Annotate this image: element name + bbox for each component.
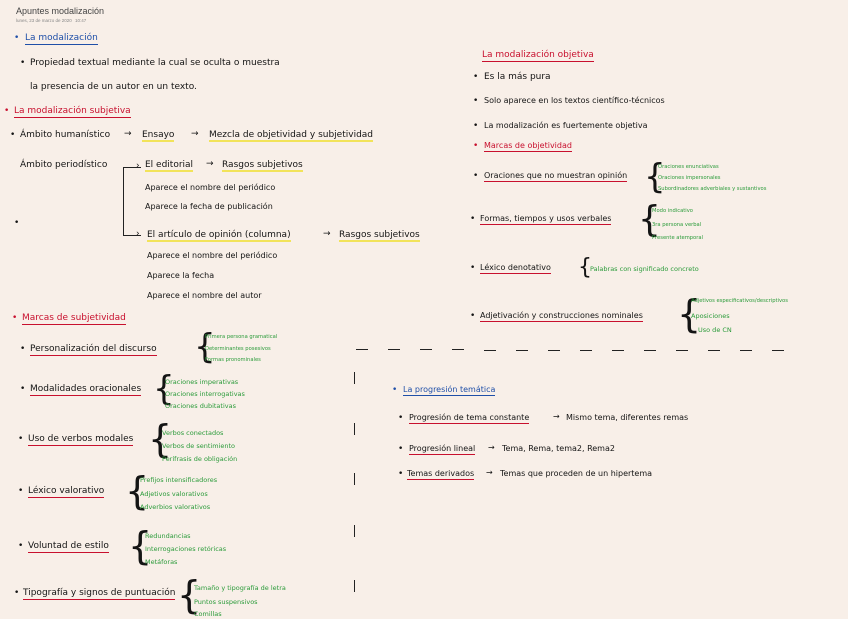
verbos-modales-label: Uso de verbos modales [28, 434, 134, 444]
divider-dash [612, 350, 624, 351]
arrow-right-icon: → [486, 468, 493, 477]
bullet-dot-icon: • [473, 121, 479, 131]
divider-dash [354, 372, 355, 384]
section-title-marcas-subjetividad: Marcas de subjetividad [22, 313, 126, 323]
definition-line-2: la presencia de un autor en un texto. [30, 82, 197, 92]
bullet-dot-icon: • [398, 444, 404, 454]
articulo-opinion-label: El artículo de opinión (columna) [147, 230, 291, 240]
adjetivacion-sub-2: Aposiciones [691, 312, 730, 320]
personalizacion-label: Personalización del discurso [30, 344, 157, 354]
articulo-item-2: Aparece la fecha [147, 271, 215, 280]
tipografia-label: Tipografía y signos de puntuación [23, 588, 176, 598]
bullet-dot-icon: • [470, 311, 476, 321]
bullet-dot-icon: • [473, 171, 479, 181]
divider-dash [772, 350, 784, 351]
divider-dash [740, 350, 752, 351]
editorial-item-2: Aparece la fecha de publicación [145, 202, 273, 211]
lexico-valorativo-sub-2: Adjetivos valorativos [140, 490, 208, 498]
section-title-modalizacion: La modalización [25, 33, 98, 43]
bullet-dot-icon: • [18, 541, 24, 551]
bullet-dot-icon: • [473, 96, 479, 106]
curly-brace-icon: { [148, 417, 173, 461]
verbos-modales-sub-2: Verbos de sentimiento [162, 442, 236, 450]
arrow-right-icon: → [323, 229, 331, 239]
arrow-right-icon: → [124, 129, 132, 139]
formas-label: Formas, tiempos y usos verbales [480, 214, 612, 223]
progresion-item-1-desc: Mismo tema, diferentes remas [566, 413, 689, 422]
tipografia-sub-1: Tamaño y tipografía de letra [194, 584, 286, 592]
mezcla-label: Mezcla de objetividad y subjetividad [209, 130, 374, 140]
formas-sub-1: Modo indicativo [652, 208, 693, 214]
personalizacion-sub-1: Primera persona gramatical [205, 334, 278, 340]
articulo-item-1: Aparece el nombre del periódico [147, 251, 278, 260]
divider-dash [420, 349, 432, 350]
oraciones-sub-3: Subordinadores adverbiales y sustantivos [658, 186, 767, 192]
divider-dash [452, 349, 464, 350]
progresion-item-3-name: Temas derivados [407, 469, 475, 478]
voluntad-estilo-sub-3: Metáforas [145, 558, 178, 566]
rasgos-subjetivos-1: Rasgos subjetivos [222, 160, 303, 170]
curly-brace-icon: { [194, 327, 216, 367]
arrow-right-icon: → [206, 159, 214, 169]
arrow-right-icon: › [136, 229, 140, 239]
personalizacion-sub-3: Formas pronominales [205, 357, 261, 363]
curly-brace-icon: { [644, 157, 666, 197]
personalizacion-sub-2: Determinantes posesivos [205, 346, 271, 352]
arrow-right-icon: → [553, 412, 560, 421]
divider-dash [354, 525, 355, 537]
adjetivacion-sub-1: Adjetivos especificativos/descriptivos [691, 298, 788, 304]
curly-brace-icon: { [153, 369, 175, 409]
adjetivacion-label: Adjetivación y construcciones nominales [480, 311, 643, 320]
rasgos-subjetivos-2: Rasgos subjetivos [339, 230, 420, 240]
divider-dash [484, 350, 496, 351]
bullet-dot-icon: • [20, 58, 26, 68]
tipografia-sub-2: Puntos suspensivos [194, 598, 258, 606]
divider-dash [354, 423, 355, 435]
oraciones-sub-1: Oraciones enunciativas [658, 164, 719, 170]
curly-brace-icon: { [578, 255, 592, 280]
bullet-dot-icon: • [18, 486, 24, 496]
bullet-dot-icon: • [392, 385, 398, 395]
verbos-modales-sub-3: Perífrasis de obligación [162, 455, 238, 463]
divider-dash [708, 350, 720, 351]
modalidades-label: Modalidades oracionales [30, 384, 142, 394]
bullet-dot-icon: • [470, 263, 476, 273]
bullet-dot-icon: • [4, 106, 10, 116]
curly-brace-icon: { [638, 199, 661, 240]
objetiva-item-3: La modalización es fuertemente objetiva [484, 121, 648, 130]
modalidades-sub-3: Oraciones dubitativas [165, 402, 236, 410]
branch-connector [123, 167, 124, 236]
modalidades-sub-1: Oraciones imperativas [165, 378, 239, 386]
section-title-marcas-objetividad: Marcas de objetividad [484, 141, 572, 150]
bullet-dot-icon: • [14, 33, 20, 43]
divider-dash [580, 350, 592, 351]
bullet-dot-icon: • [20, 384, 26, 394]
divider-dash [354, 580, 355, 592]
ambito-periodistico: Ámbito periodístico [20, 160, 108, 170]
editorial-item-1: Aparece el nombre del periódico [145, 183, 276, 192]
ensayo-label: Ensayo [142, 130, 175, 140]
lexico-valorativo-sub-3: Adverbios valorativos [140, 503, 211, 511]
bullet-dot-icon: • [398, 413, 404, 423]
divider-dash [354, 473, 355, 485]
bullet-dot-icon: • [14, 218, 20, 228]
formas-sub-2: 3ra persona verbal [652, 222, 702, 228]
editorial-label: El editorial [145, 160, 194, 170]
bullet-dot-icon: • [470, 214, 476, 224]
divider-dash [516, 350, 528, 351]
formas-sub-3: Presente atemporal [652, 235, 703, 241]
arrow-right-icon: → [191, 129, 199, 139]
divider-dash [676, 350, 688, 351]
curly-brace-icon: { [125, 469, 150, 513]
voluntad-estilo-sub-1: Redundancias [145, 532, 191, 540]
page-title: Apuntes modalización [16, 6, 105, 16]
progresion-item-1-name: Progresión de tema constante [409, 413, 530, 422]
oraciones-label: Oraciones que no muestran opinión [484, 171, 628, 180]
divider-dash [548, 350, 560, 351]
lexico-valorativo-label: Léxico valorativo [28, 486, 105, 496]
ambito-humanistico: Ámbito humanístico [20, 130, 111, 140]
voluntad-estilo-label: Voluntad de estilo [28, 541, 109, 551]
verbos-modales-sub-1: Verbos conectados [162, 429, 224, 437]
bullet-dot-icon: • [473, 72, 479, 82]
curly-brace-icon: { [177, 573, 202, 617]
tipografia-sub-3: Comillas [194, 610, 222, 618]
bullet-dot-icon: • [473, 141, 479, 151]
divider-dash [644, 350, 656, 351]
curly-brace-icon: { [677, 292, 702, 336]
lexico-valorativo-sub-1: Prefijos intensificadores [140, 476, 218, 484]
objetiva-item-2: Solo aparece en los textos científico-técnicos [484, 96, 665, 105]
objetiva-item-1: Es la más pura [484, 72, 551, 82]
bullet-dot-icon: • [14, 588, 20, 598]
articulo-item-3: Aparece el nombre del autor [147, 291, 262, 300]
section-title-subjetiva: La modalización subjetiva [14, 106, 131, 116]
voluntad-estilo-sub-2: Interrogaciones retóricas [145, 545, 227, 553]
modalidades-sub-2: Oraciones interrogativas [165, 390, 245, 398]
arrow-right-icon: › [136, 161, 140, 171]
bullet-dot-icon: • [18, 434, 24, 444]
progresion-item-2-name: Progresión lineal [409, 444, 476, 453]
bullet-dot-icon: • [398, 469, 404, 479]
definition-line-1: Propiedad textual mediante la cual se oculta o muestra [30, 58, 280, 68]
lexico-denotativo-sub-1: Palabras con significado concreto [590, 265, 699, 273]
section-title-objetiva: La modalización objetiva [482, 50, 594, 60]
oraciones-sub-2: Oraciones impersonales [658, 175, 721, 181]
lexico-denotativo-label: Léxico denotativo [480, 263, 551, 272]
section-title-progresion: La progresión temática [403, 385, 496, 394]
curly-brace-icon: { [128, 524, 153, 568]
progresion-item-2-desc: Tema, Rema, tema2, Rema2 [502, 444, 615, 453]
bullet-dot-icon: • [10, 130, 16, 140]
bullet-dot-icon: • [20, 344, 26, 354]
arrow-right-icon: → [488, 443, 495, 452]
divider-dash [356, 349, 368, 350]
page-time: 10:47 [75, 18, 87, 23]
page-date: lunes, 23 de marzo de 2020 [16, 18, 72, 23]
adjetivacion-sub-3: Uso de CN [698, 326, 732, 334]
bullet-dot-icon: • [12, 313, 18, 323]
divider-dash [388, 349, 400, 350]
progresion-item-3-desc: Temas que proceden de un hipertema [500, 469, 653, 478]
